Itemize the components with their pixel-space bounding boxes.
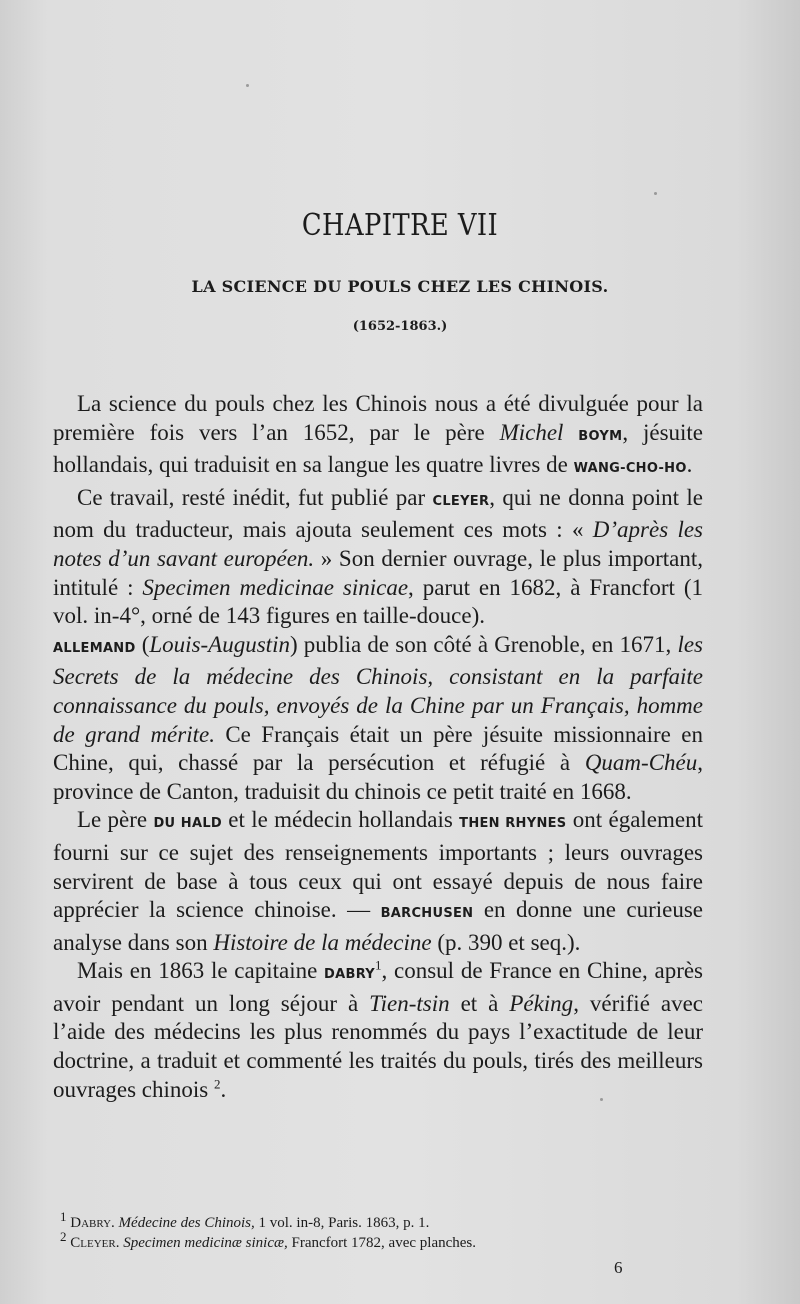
paper-speck <box>246 84 249 87</box>
chapter-dates: (1652-1863.) <box>352 319 448 334</box>
paragraph-2: Ce travail, resté inédit, fut publié par CLEYER, qui ne donna point le nom du traducteur, mais ajouta seulement ces mots : « D’après les notes d’un savant européen. » Son dernier ouvrage, le plus important, intitulé : Specimen medicinae sinicae, parut en 1682, à Francfort (1 vol. in-4°, orné de 143 figures en taille-douce). <box>53 484 704 629</box>
chapter-subtitle: LA SCIENCE DU POULS CHEZ LES CHINOIS. <box>191 277 609 296</box>
footnote-ref-2: 2 <box>213 1076 221 1091</box>
footnote-ref-1: 1 <box>375 957 382 973</box>
paragraph-5: Mais en 1863 le capitaine DABRY$^1$, consul de France en Chine, après avoir pendant un long séjour à Tien-tsin et à Péking, vérifié avec l’aide des médecins les plus renommés du pays l’exactitude de leur doctrine, a traduit et commenté les traités du pouls, tirés des meilleurs ouvrages chinois $^2$. <box>53 957 704 1102</box>
footnotes <box>60 1209 700 1253</box>
page-number: 6 <box>614 1258 623 1277</box>
body-text <box>53 390 703 1104</box>
show-through-text <box>60 58 800 136</box>
paragraph-3: ALLEMAND (Louis-Augustin) publia de son côté à Grenoble, en 1671, les Secrets de la médecine des Chinois, consistant en la parfaite connaissance du pouls, envoyés de la Chine par un Français, homme de grand mérite. Ce Français était un père jésuite missionnaire en Chine, qui, chassé par la persécution et réfugié à Quam-Chéu, province de Canton, traduisit du chinois ce petit traité en 1668. <box>53 631 703 804</box>
paper-speck <box>654 192 657 195</box>
chapter-title: CHAPITRE VII <box>301 208 499 243</box>
footnote-2: $^2$ Cleyer. Specimen medicinæ sinicæ, Francfort 1782, avec planches. <box>60 1229 477 1251</box>
paper-speck <box>600 1098 603 1101</box>
footnote-1: $^1$ Dabry. Médecine des Chinois, 1 vol. in-8, Paris. 1863, p. 1. <box>60 1209 430 1231</box>
paragraph-4: Le père DU HALD et le médecin hollandais THEN RHYNES ont également fourni sur ce sujet des renseignements importants ; leurs ouvrages servirent de base à tous ceux qui ont essayé depuis de nous faire apprécier la science chinoise. — BARCHUSEN en donne une curieuse analyse dans son Histoire de la médecine (p. 390 et seq.). <box>53 807 703 955</box>
paragraph-1: La science du pouls chez les Chinois nous a été divulguée pour la première fois vers l’an 1652, par le père Michel BOYM, jésuite hollandais, qui traduisit en sa langue les quatre livres de WANG-CHO-HO. <box>53 391 704 478</box>
